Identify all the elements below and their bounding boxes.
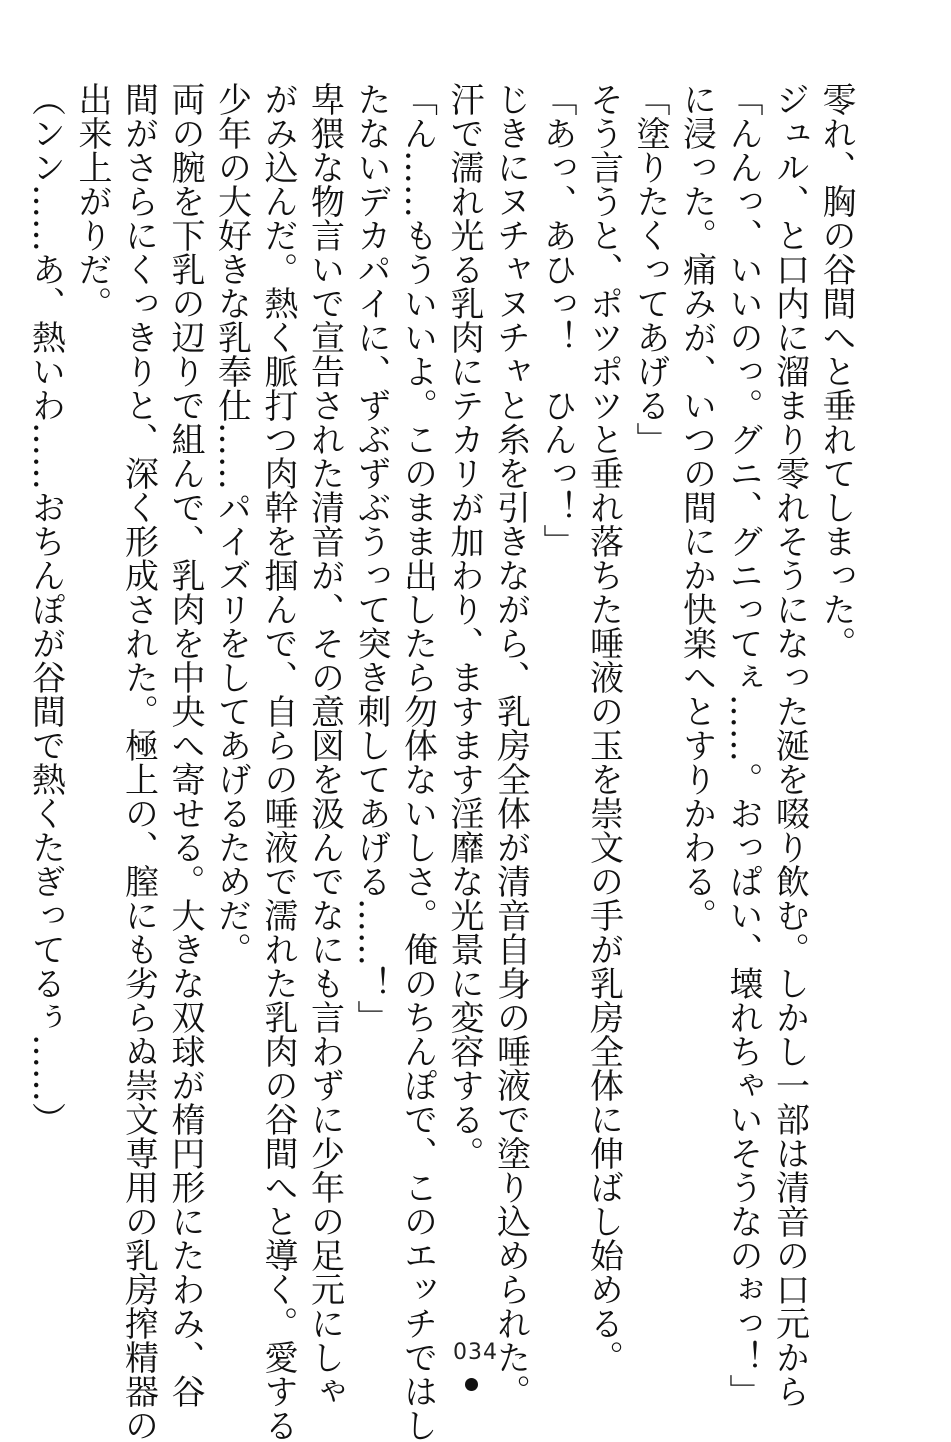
text-line: 両の腕を下乳の辺りで組んで、乳肉を中央へ寄せる。大きな双球が楕円形にたわみ、谷 (165, 82, 205, 1408)
text-line: 間がさらにくっきりと、深く形成された。極上の、膣にも劣らぬ崇文専用の乳房搾精器の (118, 82, 159, 1442)
text-line: 「ん……もういいよ。このまま出したら勿体ないしさ。俺のちんぽで、このエッチではし (397, 82, 438, 1442)
text-line: 卑猥な物言いで宣告された清音が、その意図を汲んでなにも言わずに少年の足元にしゃ (304, 82, 345, 1408)
text-line: 「んんっ、いいのっ。グニ、グニってぇ……。おっぱい、壊れちゃいそうなのぉっ！」 (723, 82, 763, 1408)
text-line: 出来上がりだ。 (72, 82, 112, 320)
page-marker-dot (465, 1378, 478, 1391)
text-line: 少年の大好きな乳奉仕……パイズリをしてあげるためだ。 (211, 82, 252, 966)
page-number: 034 (453, 1340, 498, 1365)
text-line: 汗で濡れ光る乳肉にテカリが加わり、ますます淫靡な光景に変容する。 (444, 82, 484, 1170)
text-line: たないデカパイに、ずぶずぶうって突き刺してあげる……！」 (351, 82, 391, 1034)
text-line: に浸った。痛みが、いつの間にか快楽へとすりかわる。 (676, 82, 717, 932)
text-line: 「塗りたくってあげる」 (630, 82, 670, 456)
text-line: そう言うと、ポツポツと垂れ落ちた唾液の玉を崇文の手が乳房全体に伸ばし始める。 (583, 82, 624, 1374)
text-line: がみ込んだ。熱く脈打つ肉幹を掴んで、自らの唾液で濡れた乳肉の谷間へと導く。愛する (258, 82, 298, 1442)
text-line: （ンン……あ、熱いわ……おちんぽが谷間で熱くたぎってるぅ……） (25, 82, 66, 1136)
text-line: ジュル、と口内に溜まり零れそうになった涎を啜り飲む。しかし一部は清音の口元から (769, 82, 810, 1408)
text-line: じきにヌチャヌチャと糸を引きながら、乳房全体が清音自身の唾液で塗り込められた。 (490, 82, 531, 1408)
text-line: 「あっ、あひっ！ ひんっ！」 (537, 82, 577, 558)
text-line: 零れ、胸の谷間へと垂れてしまった。 (816, 82, 856, 660)
